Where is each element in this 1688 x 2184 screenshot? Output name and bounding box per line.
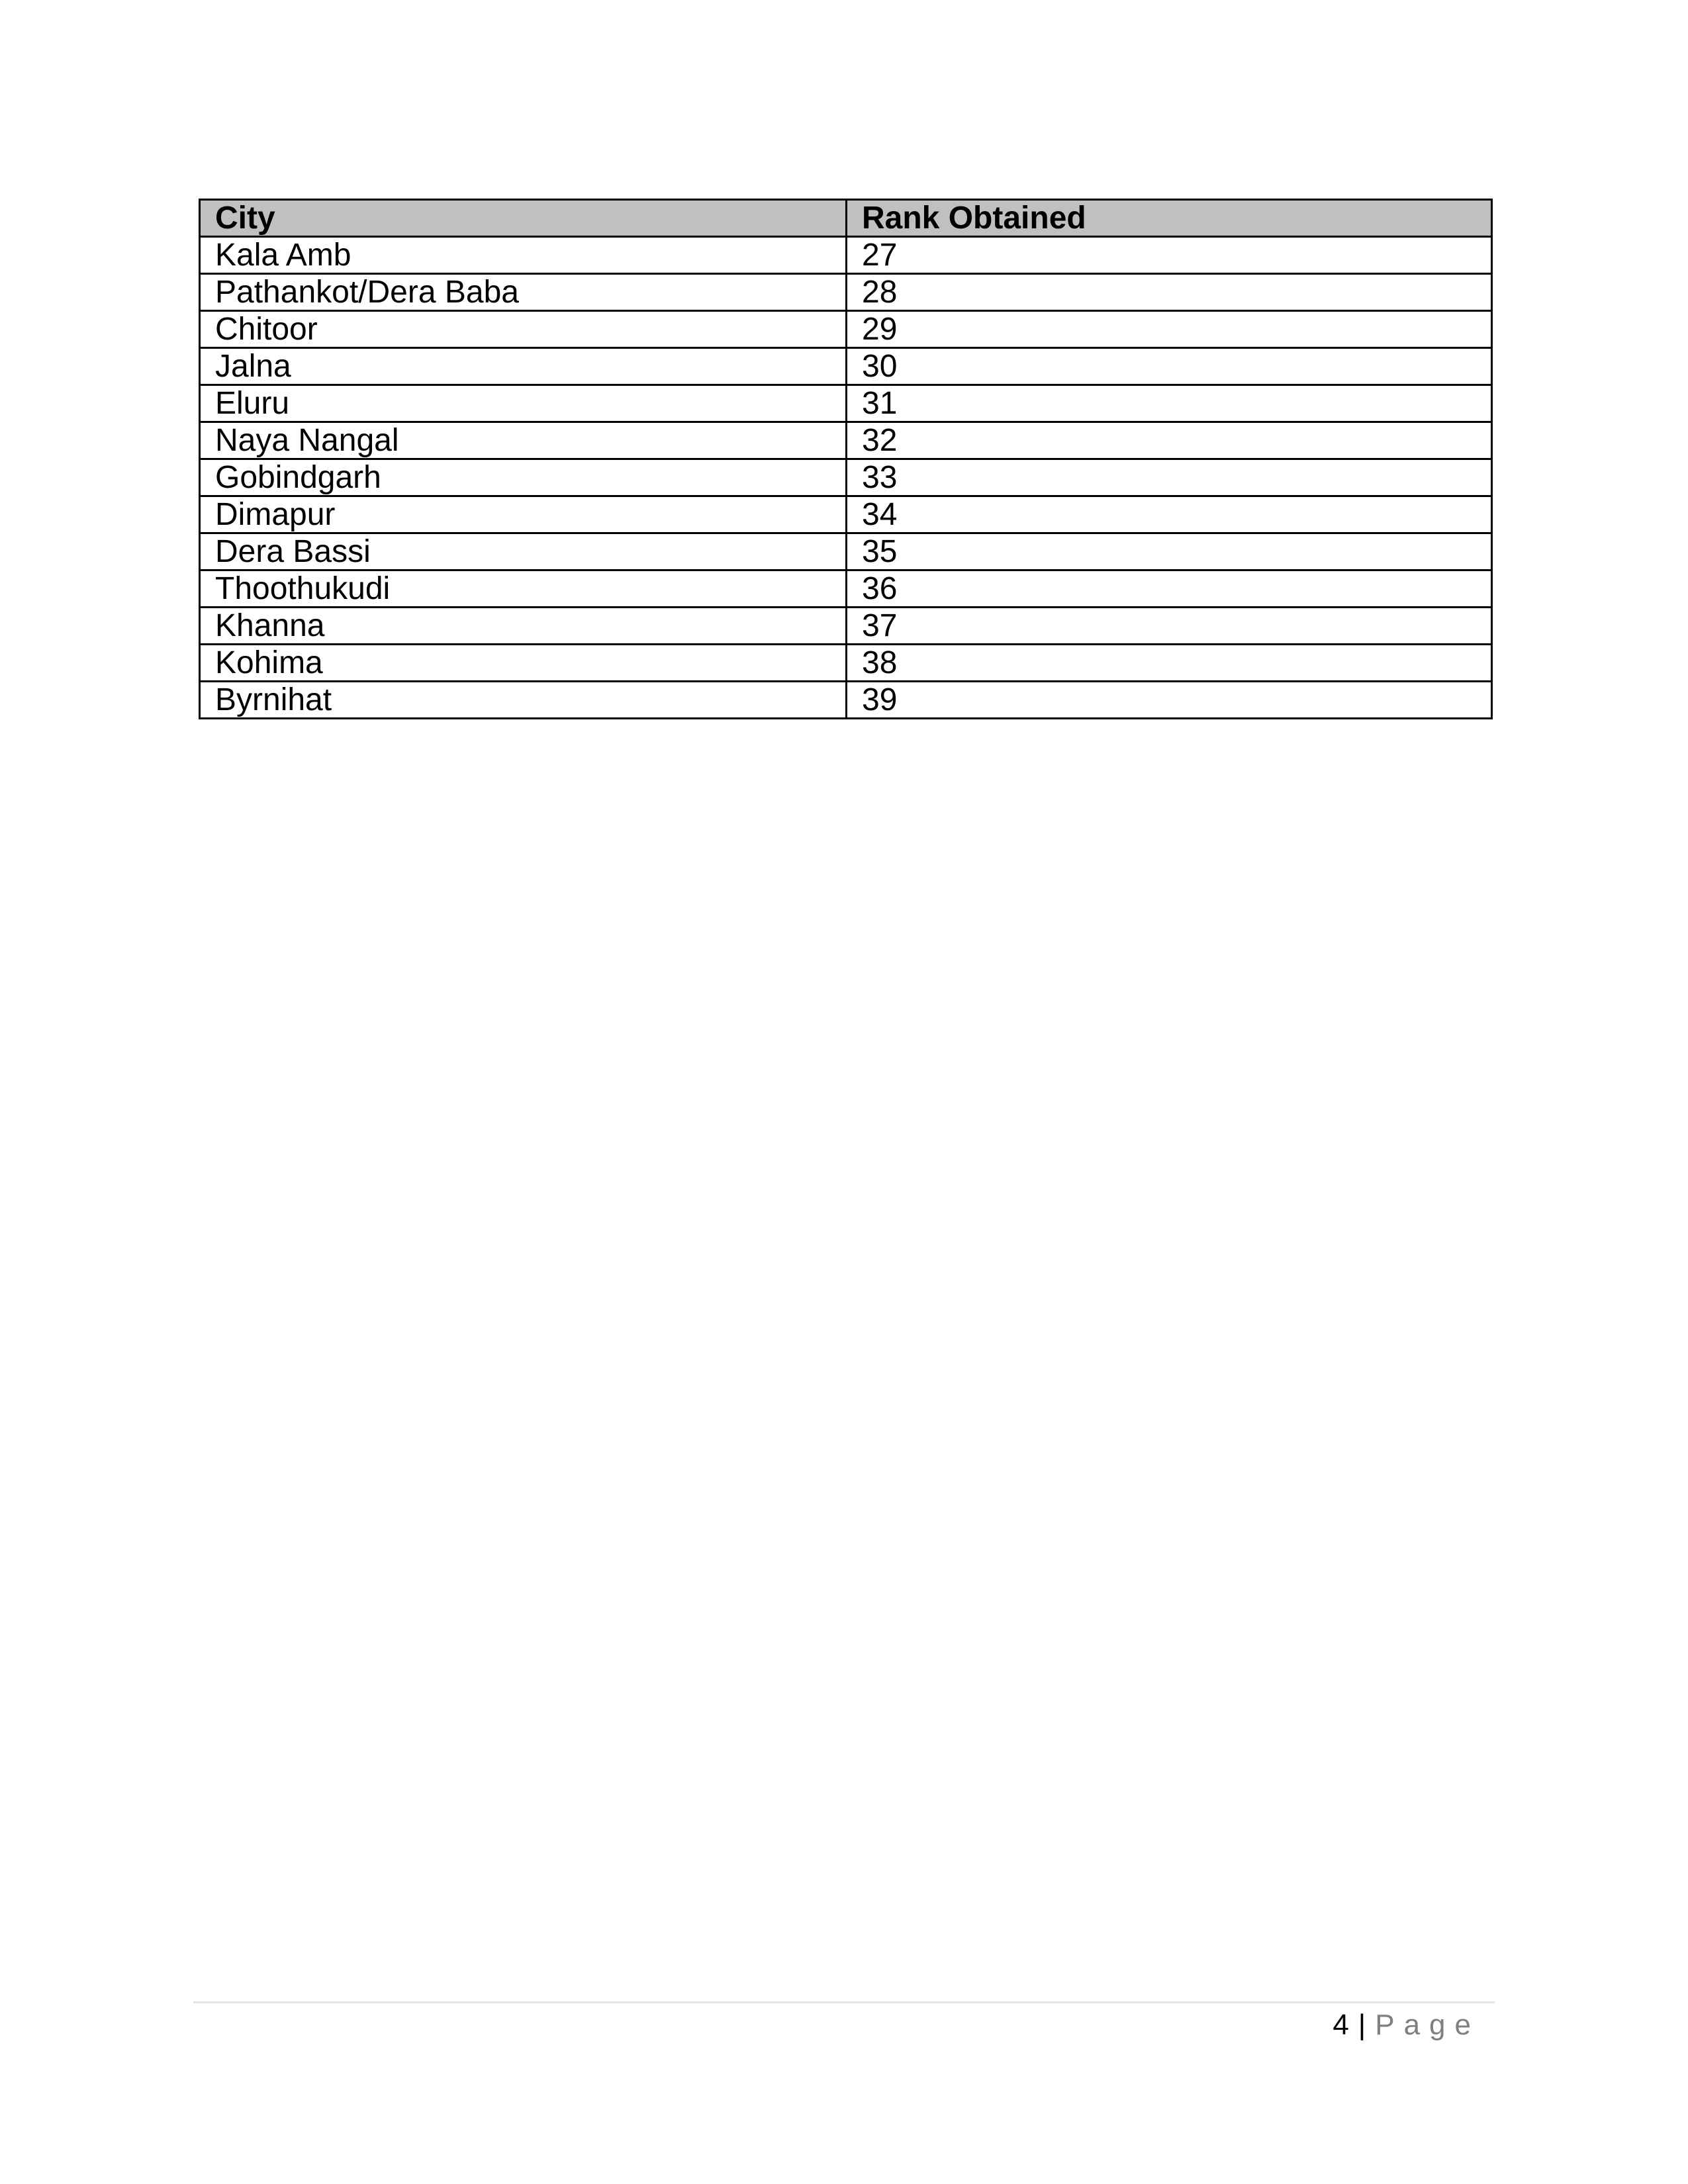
- rank-cell: 28: [847, 274, 1492, 311]
- city-cell: Dera Bassi: [200, 533, 847, 570]
- table-row: [200, 496, 1492, 533]
- page-number: 4: [1333, 2009, 1349, 2041]
- table-row: [200, 533, 1492, 570]
- rank-cell: 29: [847, 311, 1492, 348]
- city-cell: Gobindgarh: [200, 459, 847, 496]
- rank-cell: 35: [847, 533, 1492, 570]
- table-row: [200, 459, 1492, 496]
- table-row: [200, 237, 1492, 274]
- rank-cell: 32: [847, 422, 1492, 459]
- city-cell: Byrnihat: [200, 682, 847, 719]
- rank-cell: 27: [847, 237, 1492, 274]
- column-header-rank: Rank Obtained: [847, 200, 1492, 237]
- table-row: [200, 645, 1492, 682]
- city-cell: Chitoor: [200, 311, 847, 348]
- city-cell: Thoothukudi: [200, 570, 847, 608]
- table-row: [200, 570, 1492, 608]
- table-row: [200, 274, 1492, 311]
- table-row: [200, 348, 1492, 385]
- city-cell: Jalna: [200, 348, 847, 385]
- rank-cell: 34: [847, 496, 1492, 533]
- rank-cell: 38: [847, 645, 1492, 682]
- city-cell: Dimapur: [200, 496, 847, 533]
- column-header-city: City: [200, 200, 847, 237]
- footer-separator: |: [1358, 2009, 1366, 2041]
- rank-cell: 30: [847, 348, 1492, 385]
- footer-divider: [193, 2001, 1495, 2003]
- table-row: [200, 608, 1492, 645]
- table-row: [200, 385, 1492, 422]
- city-cell: Khanna: [200, 608, 847, 645]
- rank-table: [199, 199, 1493, 719]
- rank-cell: 37: [847, 608, 1492, 645]
- rank-cell: 33: [847, 459, 1492, 496]
- table-header-row: [200, 200, 1492, 237]
- table-row: [200, 422, 1492, 459]
- rank-cell: 39: [847, 682, 1492, 719]
- city-cell: Kohima: [200, 645, 847, 682]
- table-row: [200, 311, 1492, 348]
- page-footer: [1333, 2005, 1480, 2045]
- rank-cell: 31: [847, 385, 1492, 422]
- city-cell: Eluru: [200, 385, 847, 422]
- city-cell: Kala Amb: [200, 237, 847, 274]
- city-cell: Pathankot/Dera Baba: [200, 274, 847, 311]
- page-label: Page: [1375, 2009, 1480, 2041]
- city-cell: Naya Nangal: [200, 422, 847, 459]
- table-row: [200, 682, 1492, 719]
- rank-cell: 36: [847, 570, 1492, 608]
